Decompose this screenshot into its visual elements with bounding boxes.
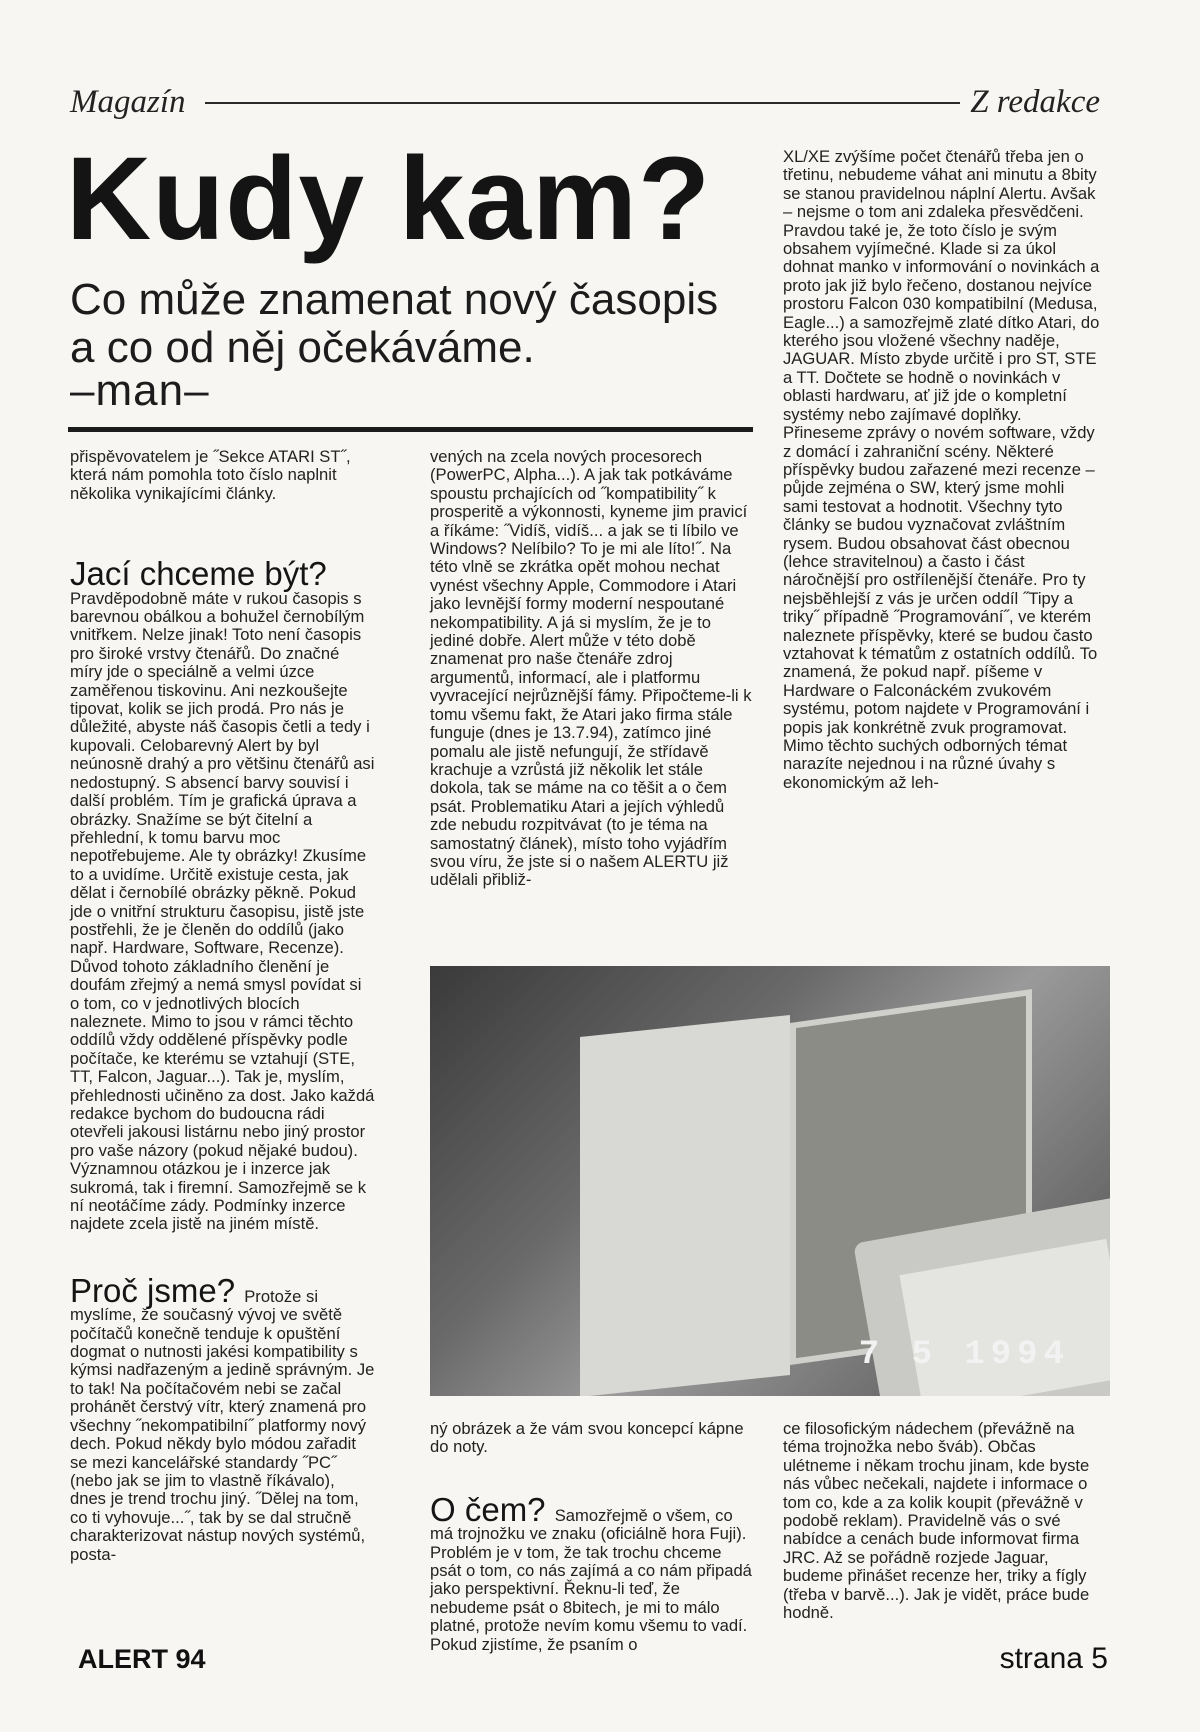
title-rule bbox=[68, 427, 753, 432]
subtitle-line-2: a co od něj očekáváme. bbox=[70, 323, 535, 372]
photo-date-stamp: 7 5 1994 bbox=[858, 1336, 1070, 1374]
footer-page-number: strana 5 bbox=[999, 1642, 1108, 1675]
column-1-intro: přispěvovatelem je ˝Sekce ATARI ST˝, která nám pomohla toto číslo naplnit několika vynikajícími články. bbox=[70, 447, 351, 503]
column-3-intro: XL/XE zvýšíme počet čtenářů třeba jen o třetinu, nebudeme váhat ani minutu a 8bity se stanou pravidelnou náplní Alertu. Avšak – nejsme o tom ani zdaleka přesvědčeni. Pravdou také je, že toto číslo je svým obsahem vyjímečné. Klade si za úkol dohnat manko v informování o novinkách a proto jak již bylo řečeno, dostanou nejvíce prostoru Falcon 030 kompatibilní (Medusa, Eagle...) a samozřejmě zlaté dítko Atari, do kterého jsou vložené všechny naděje, JAGUAR. Místo zbyde určitě i pro ST, STE a TT. Dočtete se hodně o novinkách v oblasti hardwaru, ať již jde o kompletní systémy nebo zajímavé doplňky. Přineseme zprávy o novém software, vždy z domácí i zahraniční scény. Některé příspěvky budou zařazené mezi recenze – půjde zejména o SW, který jsme mohli sami testovat a hodnotit. Všechny tyto články se budou vyznačovat zvláštním rysem. Budou obsahovat část obecnou (lehce stravitelnou) a často i část náročnější pro ostřílenější čtenáře. Pro ty nejsběhlejší z vás je určen oddíl ˝Tipy a triky˝ případně ˝Programování˝, ve kterém naleznete příspěvky, které se budou často vztahovat k tématům z ostatních oddílů. To znamená, že pokud např. píšeme v Hardware o Falconáckém zvukovém systému, potom najdete v Programování i popis jak konkrétně zvuk programovat. Mimo těchto suchých odborných témat narazíte nejednou i na různé úvahy s ekonomickým až leh- bbox=[783, 147, 1100, 792]
heading-proc-jsme: Proč jsme? bbox=[70, 1271, 245, 1309]
column-2-intro: vených na zcela nových procesorech (PowerPC, Alpha...). A jak tak potkáváme spoustu prchajících od ˝kompatibility˝ k prosperitě a výkonnosti, kyneme jim pravicí a říkáme: ˝Vidíš, vidíš... a jak se ti líbilo ve Windows? Nelíbilo? To je mi ale líto!˝. Na této vlně se zkrátka opět mohou nechat vynést všechny Apple, Commodore i Atari jako levnější formy moderní nespoutané nekompatibility. A já si myslím, že je to jediné dobře. Alert může v této době znamenat pro naše čtenáře zdroj argumentů, informací, ale i platformu vyvracející nejrůznější fámy. Připočteme-li k tomu všemu fakt, že Atari jako firma stále funguje (dnes je 13.7.94), zatímco jiné pomalu ale jistě nefungují, že střídavě krachuje a vzrůstá již několik let stále dokola, tak se máme na co těšit a o čem psát. Problematiku Atari a jejích výhledů zde nebudu rozpitvávat (to je téma na samostatný článek), místo toho vyjádřím svou víru, že jste si o našem ALERTU již udělali přibliž- bbox=[430, 447, 752, 890]
column-1 bbox=[70, 448, 375, 1564]
heading-o-cem: O čem? bbox=[430, 1490, 555, 1528]
section-label-magazin: Magazín bbox=[70, 84, 186, 120]
column-3-continuation: ce filosofickým nádechem (převážně na téma trojnožka nebo šváb). Občas ulétneme i někam trochu jinam, kde byste nás vůbec nečekali, najdete i informace o tom co, kde a za kolik koupit (převážně v podobě reklam). Pravidelně vás o své nabídce a cenách bude informovat firma JRC. Až se pořádně rozjede Jaguar, budeme přinášet recenze her, triky a fígly (třeba v barvě...). Jak je vidět, práce bude hodně. bbox=[783, 1419, 1090, 1623]
article-title: Kudy kam? bbox=[66, 133, 712, 265]
section-jaci-chceme-byt bbox=[70, 555, 375, 1234]
column-2-bottom bbox=[430, 1420, 752, 1654]
column-3-top bbox=[783, 148, 1101, 792]
computer-photo bbox=[430, 966, 1110, 1396]
section-o-cem bbox=[430, 1490, 752, 1654]
header-rule bbox=[205, 102, 960, 104]
subtitle-line-1: Co může znamenat nový časopis bbox=[70, 275, 719, 324]
article-subtitle bbox=[70, 276, 750, 372]
section-label-z-redakce: Z redakce bbox=[970, 84, 1100, 120]
footer-magazine-name: ALERT 94 bbox=[78, 1644, 206, 1674]
column-2-top bbox=[430, 448, 752, 890]
text-jaci-chceme-byt: Pravděpodobně máte v rukou časopis s barevnou obálkou a bohužel černobílým vnitřkem. Nelze jinak! Toto není časopis pro široké vrstvy čtenářů. Do značné míry jde o speciálně a velmi úzce zaměřenou tiskovinu. Ani nezkoušejte tipovat, kolik se jich prodá. Pro nás je důležité, abyste náš časopis četli a tedy i kupovali. Celobarevný Alert by byl neúnosně drahý a pro většinu čtenářů asi nedostupný. S absencí barvy souvisí i další problém. Tím je grafická úprava a obrázky. Snažíme se být čitelní a přehlední, k tomu barvu moc nepotřebujeme. Ale ty obrázky! Zkusíme to a uvidíme. Určitě existuje cesta, jak dělat i černobílé obrázky pěkně. Pokud jde o vnitřní strukturu časopisu, jistě jste postřehli, že je členěn do oddílů (jako např. Hardware, Software, Recenze). Důvod tohoto základního členění je doufám zřejmý a nemá smysl povídat si o tom, co v jednotlivých blocích naleznete. Mimo to jsou v rámci těchto oddílů vždy oddělené příspěvky podle počítače, ke kterému se vztahují (STE, TT, Falcon, Jaguar...). Tak je, myslím, přehlednosti učiněno za dost. Jako každá redakce bychom do budoucna rádi otevřeli jakousi listárnu nebo jiný prostor pro vaše názory (pokud nějaké budou). Významnou otázkou je i inzerce jak sukromá, tak i firemní. Samozřejmě se k ní neotáčíme zády. Podmínky inzerce najdete zcela jistě na jiném místě. bbox=[70, 588, 375, 1234]
text-proc-jsme: Protože si myslíme, že současný vývoj ve světě počítačů konečně tenduje k opuštění dogmat o nutnosti jakési kompatibility s kýmsi nadřazeným a jedině správným. Je to tak! Na počítačovém nebi se začal prohánět čerstvý vítr, který znamená pro všechny ˝nekompatibilní˝ platformy nový dech. Pokud někdy bylo módou zařadit se mezi kancelářské standardy ˝PC˝ (nebo jak se jim to vlastně říkávalo), dnes je trend trochu jiný. ˝Dělej na tom, co ti vyhovuje...˝, tak by se dal stručně charakterizovat nástup nových systémů, posta- bbox=[70, 1286, 375, 1564]
column-2-continuation: ný obrázek a že vám svou koncepcí kápne do noty. bbox=[430, 1419, 744, 1457]
column-3-bottom bbox=[783, 1420, 1101, 1622]
pc-case-shape bbox=[580, 1015, 790, 1396]
heading-jaci-chceme-byt: Jací chceme být? bbox=[70, 555, 327, 593]
section-proc-jsme bbox=[70, 1271, 375, 1564]
text-o-cem: Samozřejmě o všem, co má trojnožku ve znaku (oficiálně hora Fuji). Problém je v tom, že tak trochu chceme psát o tom, co nás zajímá a co nám připadá jako perspektivní. Řeknu-li teď, že nebudeme psát o 8bitech, je mi to málo platné, protože nevím komu všemu to vadí. Pokud zjistíme, že psaním o bbox=[430, 1505, 752, 1654]
author-byline: –man– bbox=[70, 366, 210, 415]
